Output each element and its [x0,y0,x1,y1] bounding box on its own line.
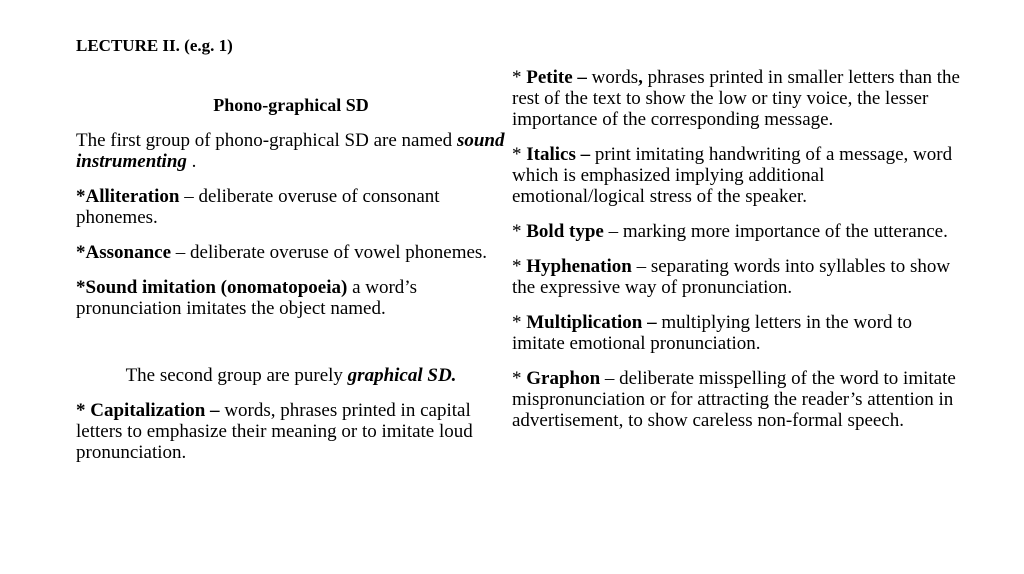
section-heading: Phono-graphical SD [213,95,369,115]
graphon-item: * Graphon – deliberate misspelling of the word to imitate mispronunciation or for attracting the reader’s attention in advertisement, to show careless non-formal speech. [512,368,956,431]
bold-type-item: * Bold type – marking more importance of the utterance. [512,221,948,242]
intro-term: sound instrumenting [76,130,505,172]
second-group-paragraph: The second group are purely graphical SD. [125,365,457,386]
sound-imitation-item: *Sound imitation (onomatopoeia) a word’s pronunciation imitates the object named. [76,277,417,319]
left-column [76,95,506,477]
petite-item: * Petite – words, phrases printed in smaller letters than the rest of the text to show the low or tiny voice, the lesser importance of the corresponding message. [512,67,960,130]
multiplication-item: * Multiplication – multiplying letters in the word to imitate emotional pronunciation. [512,312,913,354]
capitalization-item: * Capitalization – words, phrases printed in capital letters to emphasize their meaning or to imitate loud pronunciation. [76,400,473,463]
hyphenation-item: * Hyphenation – separating words into syllables to show the expressive way of pronunciation. [512,256,951,298]
right-column [512,67,962,445]
intro-paragraph: The first group of phono-graphical SD are named sound instrumenting . [76,130,505,172]
spacer [76,333,506,365]
italics-item: * Italics – print imitating handwriting of a message, word which is emphasized implying additional emotional/logical stress of the speaker. [512,144,953,207]
alliteration-item: *Alliteration – deliberate overuse of consonant phonemes. [76,186,440,228]
lecture-title: LECTURE II. (e.g. 1) [76,36,233,55]
assonance-item: *Assonance – deliberate overuse of vowel phonemes. [76,242,488,263]
